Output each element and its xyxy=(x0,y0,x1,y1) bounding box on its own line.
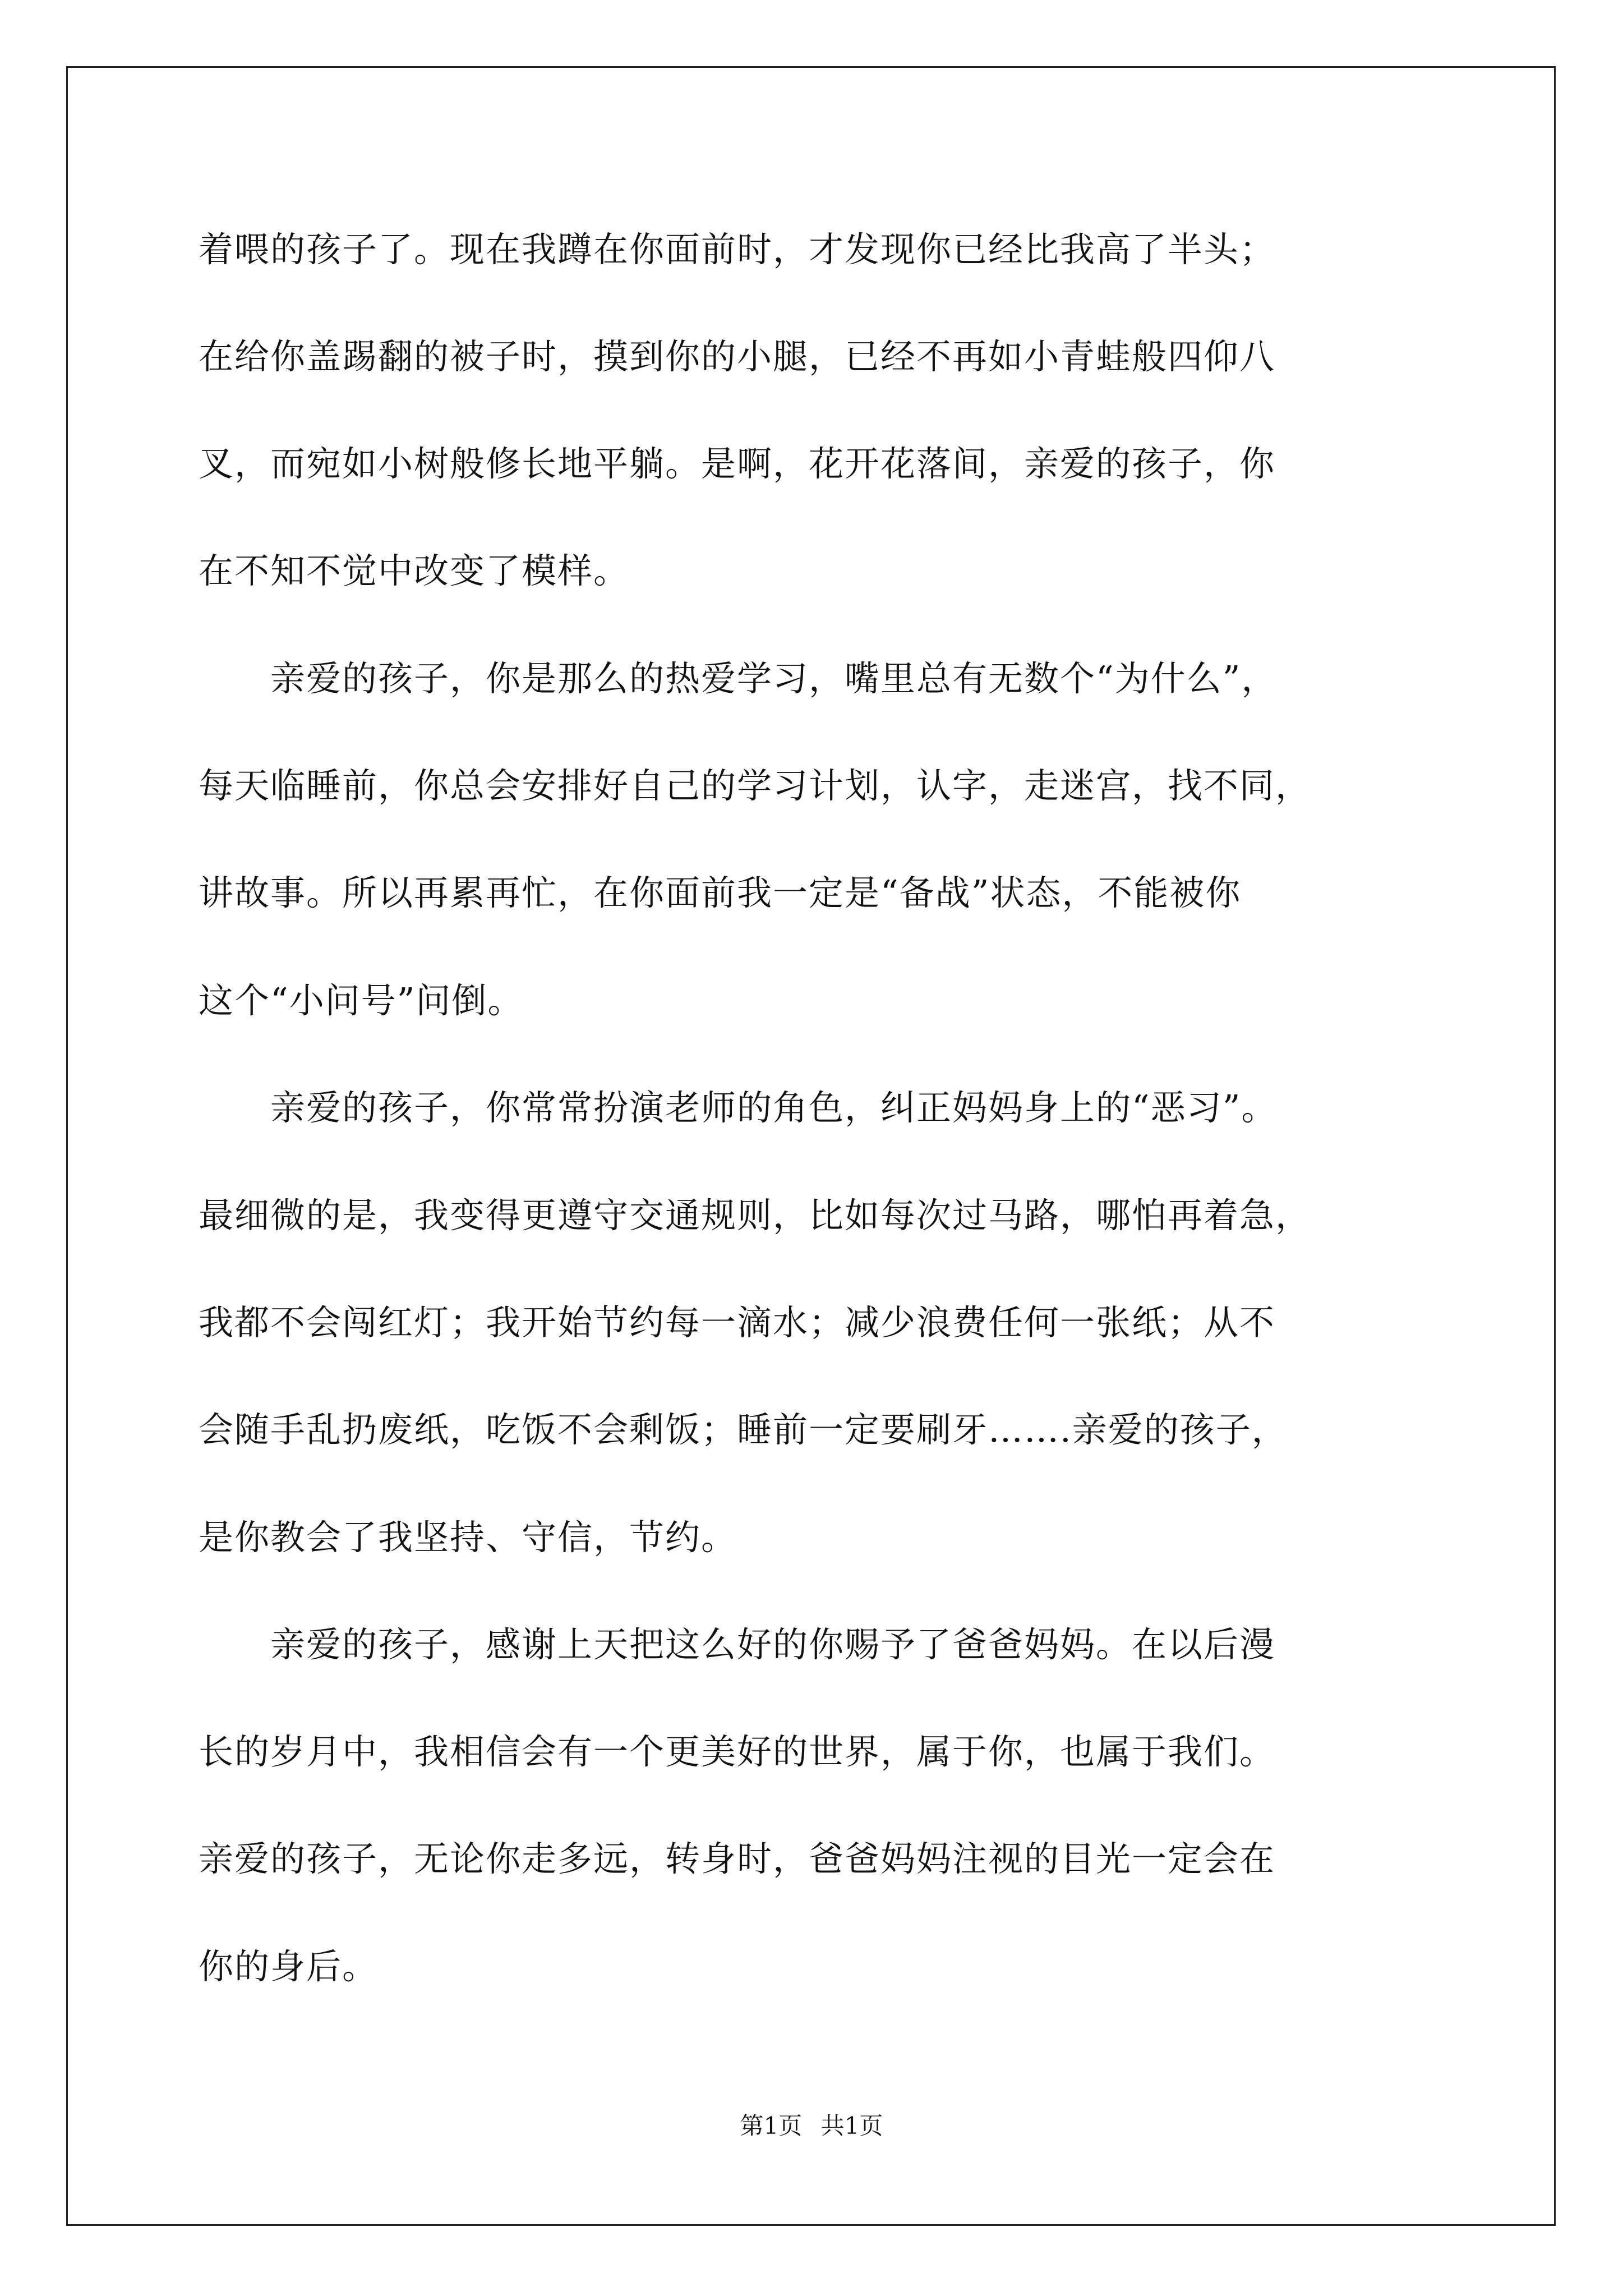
text-line: 亲爱的孩子，感谢上天把这么好的你赐予了爸爸妈妈。在以后漫 xyxy=(199,1624,1276,1665)
text-line: 长的岁月中，我相信会有一个更美好的世界，属于你，也属于我们。 xyxy=(199,1731,1276,1772)
text-line: 讲故事。所以再累再忙，在你面前我一定是“备战”状态，不能被你 xyxy=(199,872,1242,913)
text-line: 每天临睡前，你总会安排好自己的学习计划，认字，走迷宫，找不同， xyxy=(199,765,1312,806)
page-total: 共1页 xyxy=(820,2112,883,2139)
text-line: 你的身后。 xyxy=(199,1946,379,1987)
text-line: 亲爱的孩子，无论你走多远，转身时，爸爸妈妈注视的目光一定会在 xyxy=(199,1838,1276,1879)
text-line: 亲爱的孩子，你是那么的热爱学习，嘴里总有无数个“为什么”， xyxy=(199,658,1278,699)
text-line: 亲爱的孩子，你常常扮演老师的角色，纠正妈妈身上的“恶习”。 xyxy=(199,1087,1278,1128)
page-number: 第1页 xyxy=(740,2112,803,2139)
page-border xyxy=(66,66,1556,2226)
text-line: 叉，而宛如小树般修长地平躺。是啊，花开花落间，亲爱的孩子，你 xyxy=(199,443,1276,484)
text-line: 在给你盖踢翻的被子时，摸到你的小腿，已经不再如小青蛙般四仰八 xyxy=(199,336,1276,377)
page-footer xyxy=(0,2109,1623,2143)
text-line: 着喂的孩子了。现在我蹲在你面前时，才发现你已经比我高了半头； xyxy=(199,229,1276,270)
text-line: 我都不会闯红灯；我开始节约每一滴水；减少浪费任何一张纸；从不 xyxy=(199,1302,1276,1343)
text-line: 会随手乱扔废纸，吃饭不会剩饭；睡前一定要刷牙…….亲爱的孩子， xyxy=(199,1409,1288,1450)
text-line: 在不知不觉中改变了模样。 xyxy=(199,550,630,591)
text-line: 这个“小问号”问倒。 xyxy=(199,980,524,1021)
text-line: 是你教会了我坚持、守信，节约。 xyxy=(199,1517,737,1558)
text-line: 最细微的是，我变得更遵守交通规则，比如每次过马路，哪怕再着急， xyxy=(199,1195,1312,1236)
